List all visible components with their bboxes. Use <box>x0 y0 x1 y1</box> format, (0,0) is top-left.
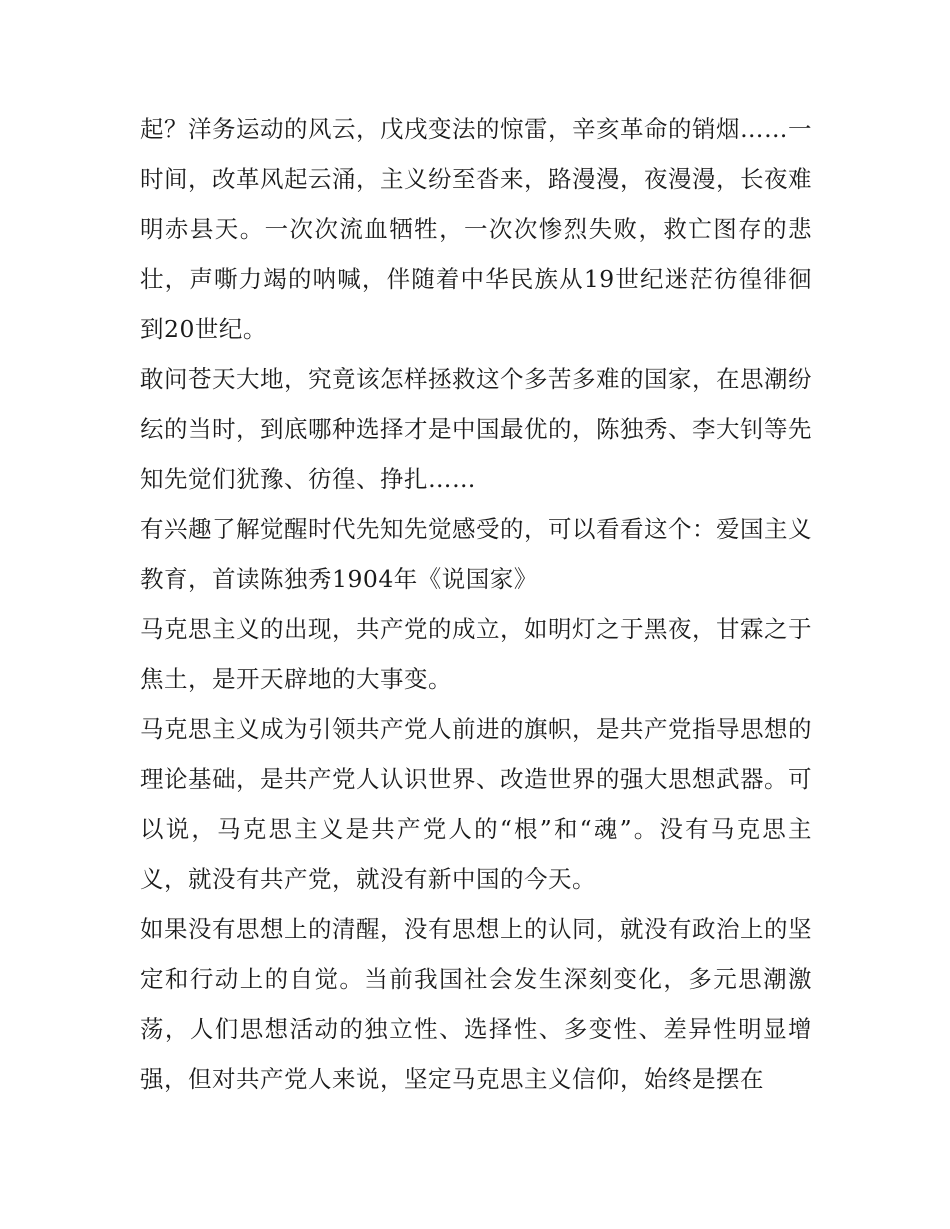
paragraph-3: 有兴趣了解觉醒时代先知先觉感受的，可以看看这个：爱国主义教育，首读陈独秀1904年《说国家》 <box>140 515 812 593</box>
paragraph-4: 马克思主义的出现，共产党的成立，如明灯之于黑夜，甘霖之于焦土，是开天辟地的大事变。 <box>140 615 812 693</box>
paragraph-1: 起？洋务运动的风云，戊戌变法的惊雷，辛亥革命的销烟……一时间，改革风起云涌，主义纷至沓来，路漫漫，夜漫漫，长夜难明赤县天。一次次流血牺牲，一次次惨烈失败，救亡图存的悲壮，声嘶力竭的呐喊，伴随着中华民族从19世纪迷茫彷徨徘徊到20世纪。 <box>140 115 812 343</box>
paragraph-5: 马克思主义成为引领共产党人前进的旗帜，是共产党指导思想的理论基础，是共产党人认识世界、改造世界的强大思想武器。可以说，马克思主义是共产党人的“根”和“魂”。没有马克思主义，就没有共产党，就没有新中国的今天。 <box>140 715 812 893</box>
document-body <box>140 104 812 1104</box>
paragraph-2: 敢问苍天大地，究竟该怎样拯救这个多苦多难的国家，在思潮纷纭的当时，到底哪种选择才是中国最优的，陈独秀、李大钊等先知先觉们犹豫、彷徨、挣扎…… <box>140 365 812 493</box>
paragraph-6: 如果没有思想上的清醒，没有思想上的认同，就没有政治上的坚定和行动上的自觉。当前我国社会发生深刻变化，多元思潮激荡，人们思想活动的独立性、选择性、多变性、差异性明显增强，但对共产党人来说，坚定马克思主义信仰，始终是摆在 <box>140 915 812 1093</box>
